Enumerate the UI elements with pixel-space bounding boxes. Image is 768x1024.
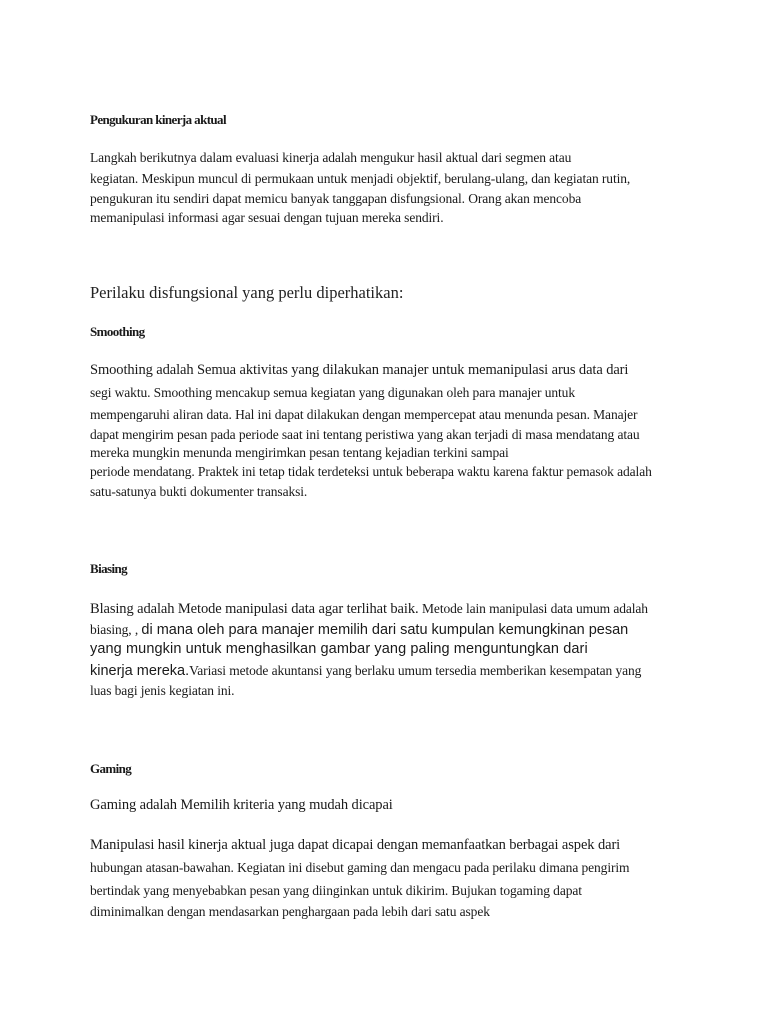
smoothing-line: satu-satunya bukti dokumenter transaksi. — [90, 484, 308, 499]
gaming-line: diminimalkan dengan mendasarkan penghargaan pada lebih dari satu aspek — [90, 904, 490, 919]
smoothing-line: mereka mungkin menunda mengirimkan pesan tentang kejadian terkini sampai — [90, 445, 509, 460]
smoothing-line: Smoothing adalah Semua aktivitas yang dilakukan manajer untuk memanipulasi arus data dari — [90, 362, 629, 378]
biasing-line — [90, 622, 628, 638]
gaming-line: Manipulasi hasil kinerja aktual juga dapat dicapai dengan memanfaatkan berbagai aspek dari — [90, 837, 621, 853]
gaming-heading: Gaming — [90, 761, 132, 776]
smoothing-line: mempengaruhi aliran data. Hal ini dapat dilakukan dengan mempercepat atau menunda pesan. Manajer — [90, 407, 638, 422]
intro-line: memanipulasi informasi agar sesuai dengan tujuan mereka sendiri. — [90, 210, 444, 225]
smoothing-line: segi waktu. Smoothing mencakup semua kegiatan yang digunakan oleh para manajer untuk — [90, 385, 575, 400]
section-title: Perilaku disfungsional yang perlu diperhatikan: — [90, 283, 404, 302]
biasing-line: yang mungkin untuk menghasilkan gambar yang paling menguntungkan dari — [90, 641, 588, 657]
biasing-text-part: biasing, , — [90, 622, 142, 637]
smoothing-line: periode mendatang. Praktek ini tetap tidak terdeteksi untuk beberapa waktu karena faktur pemasok adalah — [90, 464, 652, 479]
biasing-line — [90, 601, 648, 617]
biasing-text-part: di mana oleh para manajer memilih dari satu kumpulan kemungkinan pesan — [141, 622, 629, 638]
biasing-text-part: Variasi metode akuntansi yang berlaku umum tersedia memberikan kesempatan yang — [189, 663, 642, 678]
intro-line: Langkah berikutnya dalam evaluasi kinerja adalah mengukur hasil aktual dari segmen atau — [90, 150, 572, 165]
gaming-line: bertindak yang menyebabkan pesan yang diinginkan untuk dikirim. Bujukan togaming dapat — [90, 883, 582, 898]
biasing-text-part: Metode lain manipulasi data umum adalah — [422, 601, 648, 616]
intro-line: pengukuran itu sendiri dapat memicu banyak tanggapan disfungsional. Orang akan mencoba — [90, 191, 582, 206]
biasing-line: luas bagi jenis kegiatan ini. — [90, 683, 235, 698]
gaming-line: hubungan atasan-bawahan. Kegiatan ini disebut gaming dan mengacu pada perilaku dimana pengirim — [90, 860, 630, 875]
smoothing-heading: Smoothing — [90, 324, 145, 339]
gaming-subline: Gaming adalah Memilih kriteria yang mudah dicapai — [90, 797, 393, 813]
biasing-text-part: Blasing adalah Metode manipulasi data agar terlihat baik. — [90, 601, 423, 617]
biasing-heading: Biasing — [90, 561, 127, 576]
biasing-line — [90, 663, 641, 679]
intro-line: kegiatan. Meskipun muncul di permukaan untuk menjadi objektif, berulang-ulang, dan kegiatan rutin, — [90, 171, 631, 186]
document-heading: Pengukuran kinerja aktual — [90, 112, 226, 127]
biasing-text-part: kinerja mereka. — [90, 663, 190, 679]
smoothing-line: dapat mengirim pesan pada periode saat ini tentang peristiwa yang akan terjadi di masa mendatang atau — [90, 427, 640, 442]
